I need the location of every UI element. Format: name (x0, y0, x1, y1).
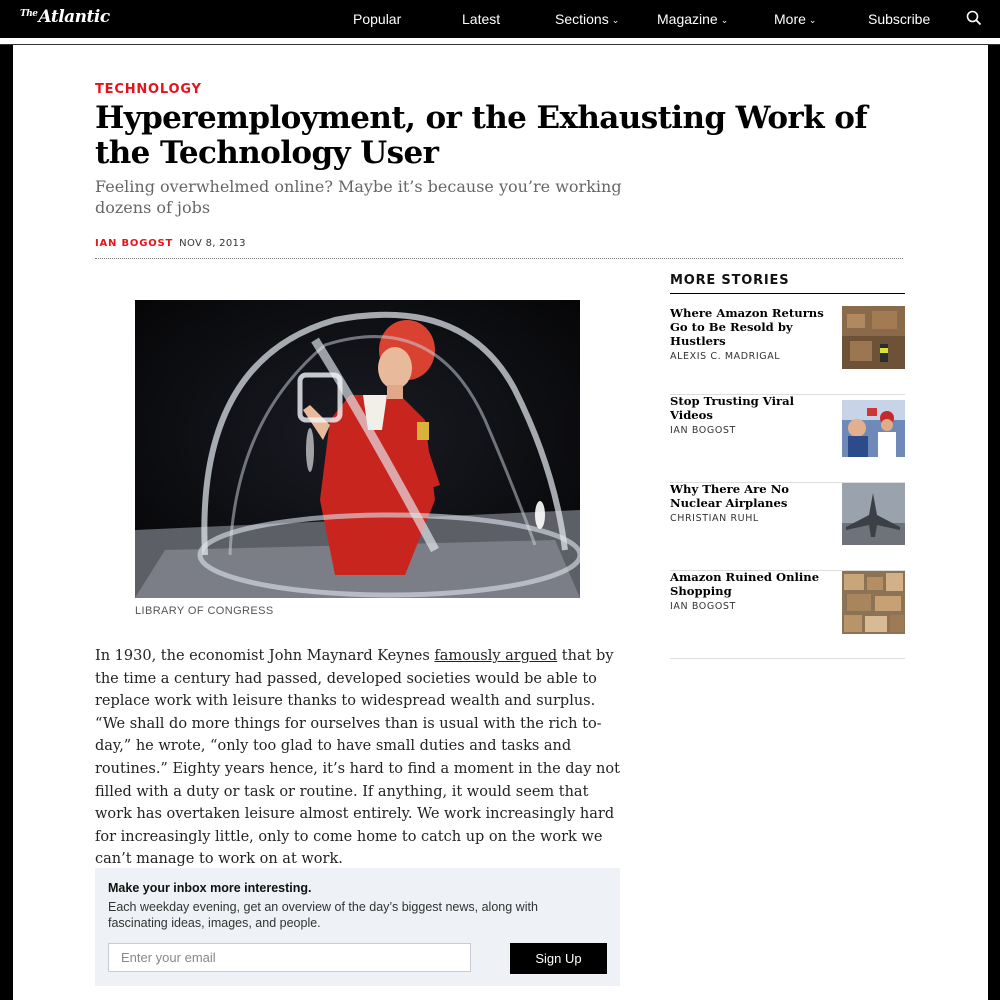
airplane-thumbnail (842, 483, 905, 545)
logo-name: Atlantic (38, 7, 110, 27)
story-author[interactable]: IAN BOGOST (670, 601, 736, 612)
atlantic-logo[interactable] (20, 7, 110, 27)
story-author[interactable]: ALEXIS C. MADRIGAL (670, 351, 781, 362)
chevron-down-icon: ⌄ (808, 15, 817, 25)
warehouse-thumbnail (842, 306, 905, 369)
sign-up-button[interactable]: Sign Up (510, 943, 607, 974)
story-author[interactable]: IAN BOGOST (670, 425, 736, 436)
story-thumbnail[interactable] (842, 571, 905, 634)
newsletter-description: Each weekday evening, get an overview of the day’s biggest news, along with fascinating ideas, images, and people. (108, 900, 538, 930)
crowd-thumbnail (842, 400, 905, 457)
article-paragraph (95, 645, 625, 871)
nav-more-label: More (774, 11, 806, 27)
nav-underbar (0, 38, 1000, 45)
nav-popular[interactable] (353, 11, 401, 27)
story-thumbnail[interactable] (842, 483, 905, 545)
worker-dome-illustration (135, 300, 580, 598)
more-stories-heading: MORE STORIES (670, 273, 790, 288)
nav-magazine-label: Magazine (657, 11, 718, 27)
author-link[interactable]: IAN BOGOST (95, 238, 174, 249)
story-title[interactable]: Where Amazon Returns Go to Be Resold by Hustlers (670, 306, 824, 348)
byline-divider (95, 258, 903, 259)
chevron-down-icon: ⌄ (720, 15, 729, 25)
search-button[interactable] (966, 10, 984, 28)
story-author[interactable]: CHRISTIAN RUHL (670, 513, 759, 524)
nav-sections-label: Sections (555, 11, 609, 27)
story-title[interactable]: Why There Are No Nuclear Airplanes (670, 482, 790, 510)
nav-latest-label: Latest (462, 11, 501, 27)
article-dek: Feeling overwhelmed online? Maybe it’s because you’re working dozens of jobs (95, 177, 622, 217)
logo-the: The (20, 9, 38, 19)
packages-thumbnail (842, 571, 905, 634)
newsletter-title: Make your inbox more interesting. (108, 881, 312, 895)
famously-argued-link[interactable]: famously argued (434, 648, 558, 664)
story-card[interactable] (670, 482, 905, 571)
image-caption: LIBRARY OF CONGRESS (135, 605, 274, 617)
nav-more[interactable] (774, 11, 816, 27)
story-card[interactable] (670, 394, 905, 483)
nav-subscribe[interactable] (868, 11, 930, 27)
story-title[interactable]: Stop Trusting Viral Videos (670, 394, 795, 422)
story-card[interactable] (670, 306, 905, 395)
article-page (13, 45, 988, 1000)
publish-date: NOV 8, 2013 (179, 238, 246, 249)
top-navigation (0, 0, 1000, 38)
paragraph-text-end: that by the time a century had passed, developed societies would be able to replace work with leisure thanks to widespread wealth and surplus. “We shall do more things for ourselves than is usual with the rich to-day,” he wrote, “only too glad to have small duties and tasks and routines.” Eighty years hence, it’s hard to find a moment in the day not filled with a duty or task or routine. If anything, it would seem that work has overtaken leisure almost entirely. We work increasingly hard for increasingly little, only to come home to catch up on the work we can’t manage to work on at work. (95, 648, 620, 868)
chevron-down-icon: ⌄ (611, 15, 620, 25)
story-card[interactable] (670, 570, 905, 659)
nav-magazine[interactable] (657, 11, 728, 27)
email-input[interactable] (108, 943, 471, 972)
newsletter-signup (95, 868, 620, 986)
search-icon (966, 10, 982, 26)
nav-latest[interactable] (462, 11, 500, 27)
story-thumbnail[interactable] (842, 400, 905, 457)
byline (95, 238, 246, 249)
nav-sections[interactable] (555, 11, 619, 27)
paragraph-text-start: In 1930, the economist John Maynard Keynes (95, 648, 435, 664)
nav-subscribe-label: Subscribe (868, 11, 931, 27)
more-stories-rule (670, 293, 905, 294)
nav-popular-label: Popular (353, 11, 402, 27)
section-label[interactable]: TECHNOLOGY (95, 82, 202, 97)
story-thumbnail[interactable] (842, 306, 905, 369)
story-title[interactable]: Amazon Ruined Online Shopping (670, 570, 820, 598)
article-title: Hyperemployment, or the Exhausting Work of the Technology User (95, 100, 868, 171)
lead-image (135, 300, 580, 598)
